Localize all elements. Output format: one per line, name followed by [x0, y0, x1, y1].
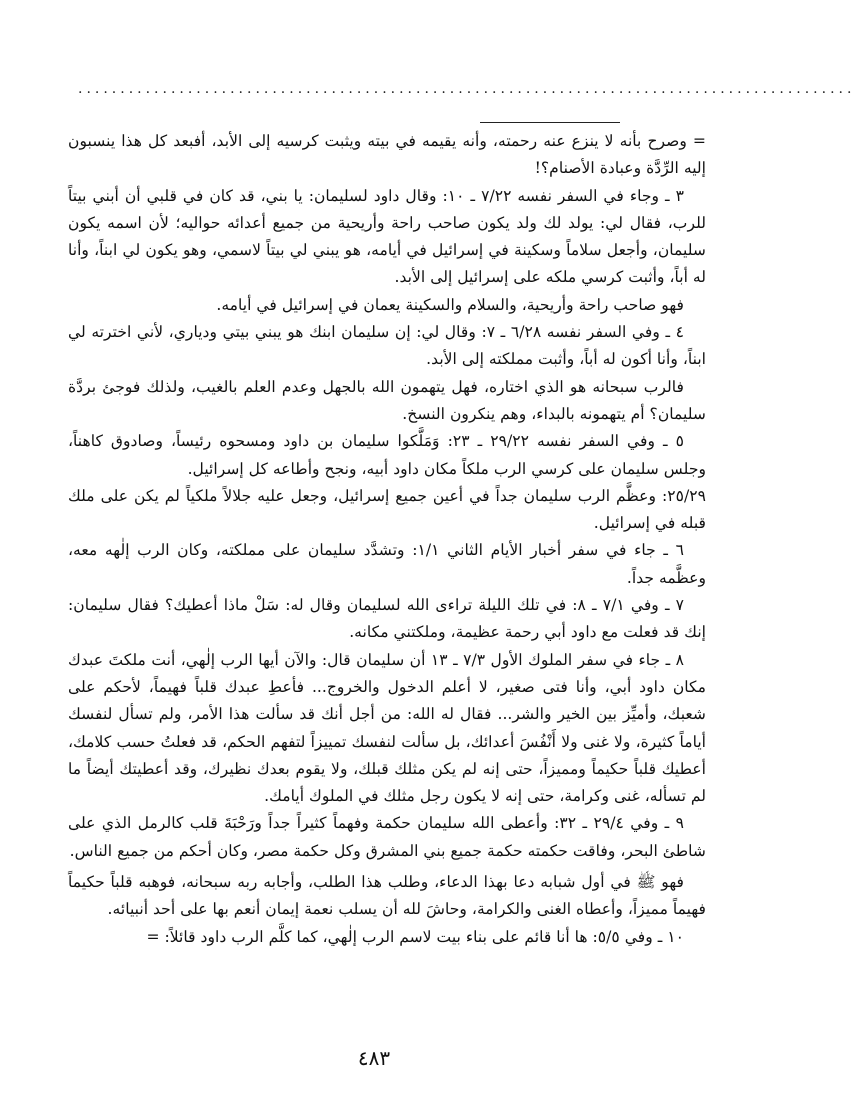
- paragraph-item-6: ٦ ـ جاء في سفر أخبار الأيام الثاني ١/١: وتشدَّد سليمان على مملكته، وكان الرب إلٰهه معه، وعظَّمه جداً.: [68, 541, 706, 587]
- paragraph-item-9: ٩ ـ وفي ٢٩/٤ ـ ٣٢: وأعطى الله سليمان حكمة وفهماً كثيراً جداً ورَحْبَةَ قلب كالرمل الذي على شاطئ البحر، وفاقت حكمته حكمة جميع بني المشرق وكل حكمة مصر، وكان أحكم من جميع الناس.: [68, 814, 706, 860]
- header-dotted-line: ............................................................................................: [78, 81, 855, 97]
- paragraph-commentary: فالرب سبحانه هو الذي اختاره، فهل يتهمون الله بالجهل وعدم العلم بالغيب، ولذلك فوجئ بردَّة سليمان؟ أم يتهمونه بالبداء، وهم ينكرون النسخ.: [68, 377, 706, 423]
- paragraph-item-7: ٧ ـ وفي ٧/١ ـ ٨: في تلك الليلة تراءى الله لسليمان وقال له: سَلْ ماذا أعطيك؟ فقال سليمان: إنك قد فعلت مع داود أبي رحمة عظيمة، وملكتني مكانه.: [68, 596, 706, 642]
- paragraph-commentary: فهو ﷺ في أول شبابه دعا بهذا الدعاء، وطلب هذا الطلب، وأجابه ربه سبحانه، فوهبه قلباً حكيماً فهيماً مميزاً، وأعطاه الغنى والكرامة، وحاشَ لله أن يسلب نعمة إيمان أنعم بها على أحد أنبيائه.: [68, 873, 706, 919]
- paragraph-item-4: ٤ ـ وفي السفر نفسه ٦/٢٨ ـ ٧: وقال لي: إن سليمان ابنك هو يبني بيتي ودياري، لأني اخترته لي ابناً، وأنا أكون له أباً، وأثبت مملكته إلى الأبد.: [68, 323, 706, 369]
- paragraph-commentary: فهو صاحب راحة وأريحية، والسلام والسكينة يعمان في إسرائيل في أيامه.: [216, 295, 684, 314]
- paragraph-item-5: ٥ ـ وفي السفر نفسه ٢٩/٢٢ ـ ٢٣: وَمَلَّكوا سليمان بن داود ومسحوه رئيساً، وصادوق كاهناً، وجلس سليمان على كرسي الرب ملكاً مكان داود أبيه، ونجح وأطاعه كل إسرائيل.: [68, 432, 706, 478]
- page-body: [68, 128, 706, 951]
- paragraph-item-3: ٣ ـ وجاء في السفر نفسه ٧/٢٢ ـ ١٠: وقال داود لسليمان: يا بني، قد كان في قلبي أن أبني بيتاً للرب، فقال لي: يولد لك ولد يكون صاحب راحة وأريحية من جميع أعدائه حواليه؛ لأن اسمه يكون سليمان، وأجعل سلاماً وسكينة في إسرائيل في أيامه، هو يبني لي بيتاً لاسمي، وهو يكون لي ابناً، وأنا له أباً، وأثبت كرسي ملكه على إسرائيل إلى الأبد.: [68, 186, 706, 287]
- page-number: ٤٨٣: [357, 1046, 391, 1070]
- paragraph-continuation: = وصرح بأنه لا ينزع عنه رحمته، وأنه يقيمه في بيته ويثبت كرسيه إلى الأبد، أفبعد كل هذا ينسبون إليه الرِّدَّة وعبادة الأصنام؟!: [68, 132, 706, 178]
- paragraph-item-8: ٨ ـ جاء في سفر الملوك الأول ٧/٣ ـ ١٣ أن سليمان قال: والآن أيها الرب إلٰهي، أنت ملكتَ عبدك مكان داود أبي، وأنا فتى صغير، لا أعلم الدخول والخروج... فأعطِ عبدك قلباً فهيماً، لأحكم على شعبك، وأميِّز بين الخير والشر... فقال له الله: من أجل أنك قد سألت هذا الأمر، ولم تسأل لنفسك أياماً كثيرة، ولا غنى ولا أَنْفُسَ أعدائك، بل سألت لنفسك تمييزاً لتفهم الحكم، قد فعلتُ حسب كلامك، أعطيك قلباً حكيماً ومميزاً، حتى إنه لم يكن مثلك قبلك، ولا يقوم بعدك نظيرك، وقد أعطيتك أيضاً ما لم تسأله، غنى وكرامة، حتى إنه لا يكون رجل مثلك في الملوك أيامك.: [68, 650, 706, 806]
- footnote-separator: [480, 122, 620, 123]
- paragraph-verse: ٢٥/٢٩: وعظَّم الرب سليمان جداً في أعين جميع إسرائيل، وجعل عليه جلالاً ملكياً لم يكن على ملك قبله في إسرائيل.: [68, 486, 706, 533]
- paragraph-item-10: ١٠ ـ وفي ٥/٥: ها أنا قائم على بناء بيت لاسم الرب إلٰهي، كما كلَّم الرب داود قائلاً: =: [146, 927, 684, 946]
